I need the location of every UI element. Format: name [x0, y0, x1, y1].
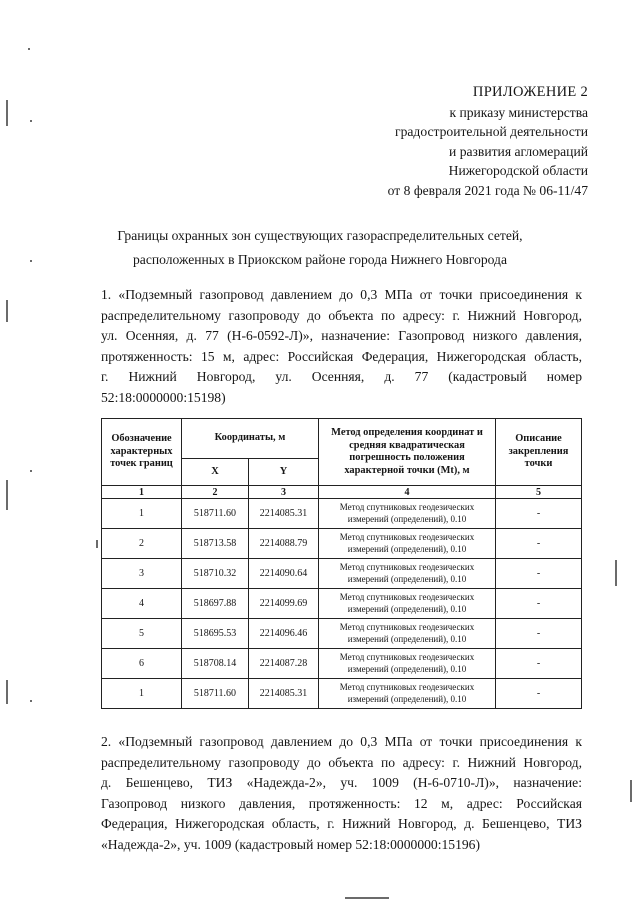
- section-2-paragraph: [101, 732, 582, 856]
- scan-artifact: [6, 300, 8, 322]
- paragraph-line: протяженность: 15 м, адрес: Российская Федерация, Нижегородская область,: [101, 348, 582, 364]
- appendix-line: градостроительной деятельности: [395, 124, 588, 139]
- scan-artifact: [6, 680, 8, 704]
- paragraph-line: Федерация, Нижегородская область, г. Нижний Новгород, д. Бешенцево, ТИЗ: [101, 816, 582, 832]
- scan-artifact: [30, 700, 32, 702]
- table-row: [102, 589, 582, 619]
- section-1-paragraph: [101, 285, 582, 409]
- cell-x: 518710.32: [182, 559, 249, 589]
- cell-x: 518711.60: [182, 499, 249, 529]
- cell-description: -: [496, 559, 582, 589]
- appendix-header: [388, 83, 588, 200]
- scan-artifact: [30, 470, 32, 472]
- table-row: [102, 559, 582, 589]
- scan-artifact: [615, 560, 617, 586]
- cell-y: 2214096.46: [249, 619, 319, 649]
- cell-description: -: [496, 589, 582, 619]
- header-coordinates: Координаты, м: [182, 419, 319, 459]
- header-designation: Обозначение характерных точек границ: [102, 419, 182, 486]
- cell-method: Метод спутниковых геодезических измерений (определений), 0.10: [319, 649, 496, 679]
- paragraph-line: д. Бешенцево, ТИЗ «Надежда-2», уч. 1009 (Н-6-0710-Л)», назначение:: [101, 775, 582, 791]
- cell-description: -: [496, 529, 582, 559]
- cell-y: 2214088.79: [249, 529, 319, 559]
- cell-method: Метод спутниковых геодезических измерений (определений), 0.10: [319, 529, 496, 559]
- cell-point: 2: [102, 529, 182, 559]
- column-index: 1: [102, 486, 182, 499]
- cell-method: Метод спутниковых геодезических измерений (определений), 0.10: [319, 679, 496, 709]
- appendix-line: и развития агломераций: [449, 143, 588, 159]
- scan-artifact: [28, 48, 30, 50]
- paragraph-line: ул. Осенняя, д. 77 (Н-6-0592-Л)», назначение: Газопровод низкого давления,: [101, 328, 582, 344]
- paragraph-line: г. Нижний Новгород, ул. Осенняя, д. 77 (кадастровый номер: [101, 369, 582, 385]
- cell-x: 518713.58: [182, 529, 249, 559]
- document-title-line: Границы охранных зон существующих газораспределительных сетей,: [117, 228, 523, 243]
- table-row: [102, 649, 582, 679]
- cell-description: -: [496, 619, 582, 649]
- header-y: Y: [249, 459, 319, 486]
- cell-point: 1: [102, 499, 182, 529]
- scan-artifact: [6, 100, 8, 126]
- table-row: [102, 679, 582, 709]
- header-x: X: [182, 459, 249, 486]
- scan-artifact: [630, 780, 632, 802]
- document-title: [0, 224, 640, 272]
- cell-method: Метод спутниковых геодезических измерений (определений), 0.10: [319, 499, 496, 529]
- cell-description: -: [496, 649, 582, 679]
- cell-method: Метод спутниковых геодезических измерений (определений), 0.10: [319, 589, 496, 619]
- cell-x: 518711.60: [182, 679, 249, 709]
- column-index-row: [102, 486, 582, 499]
- table-row: [102, 499, 582, 529]
- paragraph-line: распределительному газопроводу до объекта по адресу: г. Нижний Новгород,: [101, 754, 582, 770]
- scan-artifact: [345, 897, 389, 899]
- cell-method: Метод спутниковых геодезических измерений (определений), 0.10: [319, 559, 496, 589]
- header-method: Метод определения координат и средняя квадратическая погрешность положения характерной точки (Mt), м: [319, 419, 496, 486]
- appendix-title: ПРИЛОЖЕНИЕ 2: [472, 84, 588, 100]
- paragraph-line: 2. «Подземный газопровод давлением до 0,3 МПа от точки присоединения к: [101, 734, 582, 749]
- paragraph-line: Газопровод низкого давления, протяженность: 12 м, адрес: Российская: [101, 795, 582, 811]
- header-description: Описание закрепления точки: [496, 419, 582, 486]
- scan-artifact: [6, 480, 8, 510]
- cell-x: 518695.53: [182, 619, 249, 649]
- cell-x: 518697.88: [182, 589, 249, 619]
- scan-artifact: [96, 540, 98, 548]
- table-row: [102, 529, 582, 559]
- scan-artifact: [30, 120, 32, 122]
- column-index: 4: [319, 486, 496, 499]
- cell-y: 2214085.31: [249, 499, 319, 529]
- document-title-line: расположенных в Приокском районе города Нижнего Новгорода: [132, 252, 507, 267]
- paragraph-line: «Надежда-2», уч. 1009 (кадастровый номер 52:18:0000000:15196): [101, 836, 480, 852]
- paragraph-line: распределительному газопроводу до объекта по адресу: г. Нижний Новгород,: [101, 307, 582, 323]
- cell-x: 518708.14: [182, 649, 249, 679]
- paragraph-line: 1. «Подземный газопровод давлением до 0,3 МПа от точки присоединения к: [101, 287, 582, 302]
- appendix-line: к приказу министерства: [449, 104, 588, 120]
- cell-point: 4: [102, 589, 182, 619]
- paragraph-line: 52:18:0000000:15198): [101, 389, 226, 405]
- cell-point: 1: [102, 679, 182, 709]
- cell-y: 2214099.69: [249, 589, 319, 619]
- column-index: 3: [249, 486, 319, 499]
- cell-point: 3: [102, 559, 182, 589]
- cell-method: Метод спутниковых геодезических измерений (определений), 0.10: [319, 619, 496, 649]
- cell-point: 6: [102, 649, 182, 679]
- cell-y: 2214090.64: [249, 559, 319, 589]
- cell-y: 2214087.28: [249, 649, 319, 679]
- cell-description: -: [496, 499, 582, 529]
- appendix-line: от 8 февраля 2021 года № 06-11/47: [387, 182, 588, 198]
- cell-point: 5: [102, 619, 182, 649]
- column-index: 5: [496, 486, 582, 499]
- cell-description: -: [496, 679, 582, 709]
- appendix-line: Нижегородской области: [448, 163, 588, 178]
- cell-y: 2214085.31: [249, 679, 319, 709]
- coordinates-table: [101, 418, 582, 709]
- column-index: 2: [182, 486, 249, 499]
- table-row: [102, 619, 582, 649]
